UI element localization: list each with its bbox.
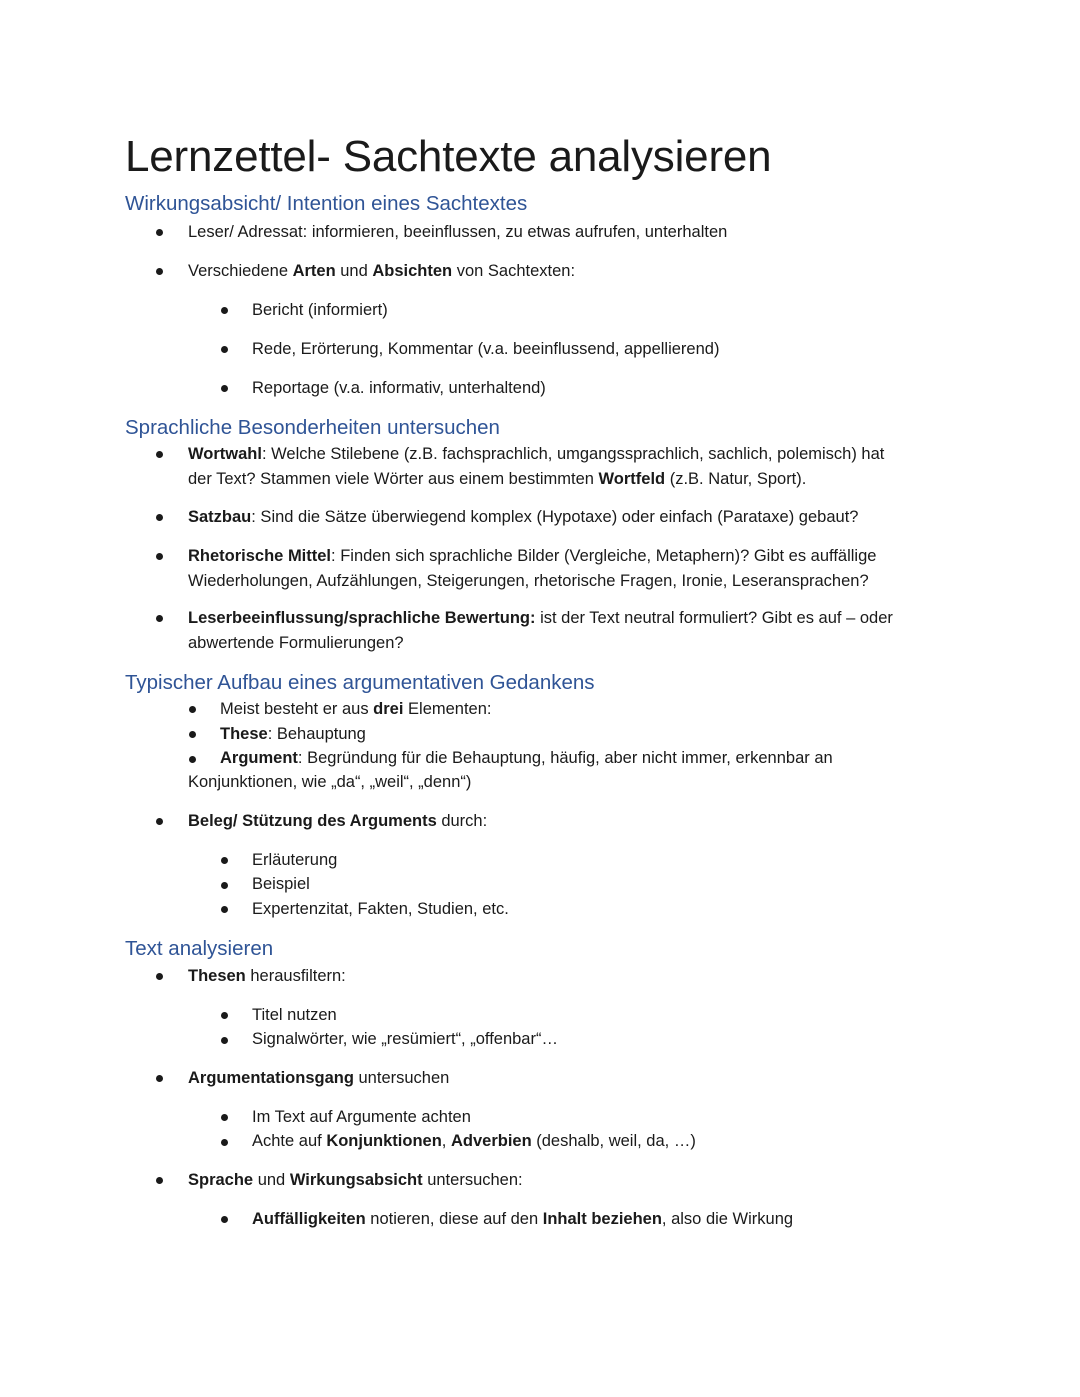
page-title: Lernzettel- Sachtexte analysieren <box>125 132 772 181</box>
section-heading-intention: Wirkungsabsicht/ Intention eines Sachtextes <box>125 192 528 215</box>
list-item: Sprache und Wirkungsabsicht untersuchen: <box>188 1171 523 1189</box>
list-item: Argument: Begründung für die Behauptung, häufig, aber nicht immer, erkennbar an <box>220 749 833 767</box>
list-item: Thesen herausfiltern: <box>188 967 346 985</box>
bullet-icon <box>221 1012 228 1019</box>
list-item: Leserbeeinflussung/sprachliche Bewertung: ist der Text neutral formuliert? Gibt es auf – oder abwertende Formulierungen? <box>188 609 893 652</box>
bullet-icon <box>156 514 163 521</box>
sub-list-item: Signalwörter, wie „resümiert“, „offenbar“… <box>252 1030 558 1048</box>
bullet-icon <box>156 451 163 458</box>
bullet-icon <box>221 385 228 392</box>
bullet-icon <box>221 1037 228 1044</box>
bullet-icon <box>156 1075 163 1082</box>
list-item: These: Behauptung <box>220 725 366 743</box>
sub-list-item: Rede, Erörterung, Kommentar (v.a. beeinflussend, appellierend) <box>252 340 720 358</box>
bullet-icon <box>189 706 196 713</box>
sub-list-item: Titel nutzen <box>252 1006 337 1024</box>
bullet-icon <box>156 268 163 275</box>
section-heading-analyze-text: Text analysieren <box>125 937 274 960</box>
bullet-icon <box>221 1216 228 1223</box>
bullet-icon <box>221 906 228 913</box>
bullet-icon <box>156 553 163 560</box>
list-item: Meist besteht er aus drei Elementen: <box>220 700 492 718</box>
list-item: Leser/ Adressat: informieren, beeinflussen, zu etwas aufrufen, unterhalten <box>188 223 728 241</box>
list-item: Satzbau: Sind die Sätze überwiegend komplex (Hypotaxe) oder einfach (Parataxe) gebaut? <box>188 508 859 526</box>
bullet-icon <box>221 1114 228 1121</box>
sub-list-item: Expertenzitat, Fakten, Studien, etc. <box>252 900 509 918</box>
list-item: Rhetorische Mittel: Finden sich sprachliche Bilder (Vergleiche, Metaphern)? Gibt es auffällige Wiederholungen, Aufzählungen, Steigerungen, rhetorische Fragen, Ironie, Leseransprachen? <box>188 547 877 590</box>
bullet-icon <box>221 882 228 889</box>
sub-list-item: Achte auf Konjunktionen, Adverbien (deshalb, weil, da, …) <box>252 1132 696 1150</box>
bullet-icon <box>189 731 196 738</box>
list-item: Verschiedene Arten und Absichten von Sachtexten: <box>188 262 576 280</box>
sub-list-item: Reportage (v.a. informativ, unterhaltend) <box>252 379 546 397</box>
sub-list-item: Im Text auf Argumente achten <box>252 1108 471 1126</box>
section-heading-language: Sprachliche Besonderheiten untersuchen <box>125 416 500 439</box>
sub-list-item: Bericht (informiert) <box>252 301 388 319</box>
bullet-icon <box>221 857 228 864</box>
bullet-icon <box>156 615 163 622</box>
bullet-icon <box>221 307 228 314</box>
sub-list-item: Beispiel <box>252 875 310 893</box>
bullet-icon <box>221 1139 228 1146</box>
list-item-continuation: Konjunktionen, wie „da“, „weil“, „denn“) <box>188 773 472 791</box>
list-item: Beleg/ Stützung des Arguments durch: <box>188 812 488 830</box>
section-heading-argument-structure: Typischer Aufbau eines argumentativen Gedankens <box>125 671 595 694</box>
bullet-icon <box>156 1177 163 1184</box>
sub-list-item: Auffälligkeiten notieren, diese auf den Inhalt beziehen, also die Wirkung <box>252 1210 794 1228</box>
bullet-icon <box>221 346 228 353</box>
list-item: Argumentationsgang untersuchen <box>188 1069 450 1087</box>
bullet-icon <box>156 229 163 236</box>
sub-list-item: Erläuterung <box>252 851 338 869</box>
bullet-icon <box>189 756 196 763</box>
bullet-icon <box>156 973 163 980</box>
bullet-icon <box>156 818 163 825</box>
list-item: Wortwahl: Welche Stilebene (z.B. fachsprachlich, umgangssprachlich, sachlich, polemisch) hat der Text? Stammen viele Wörter aus einem bestimmten Wortfeld (z.B. Natur, Sport). <box>188 445 885 488</box>
